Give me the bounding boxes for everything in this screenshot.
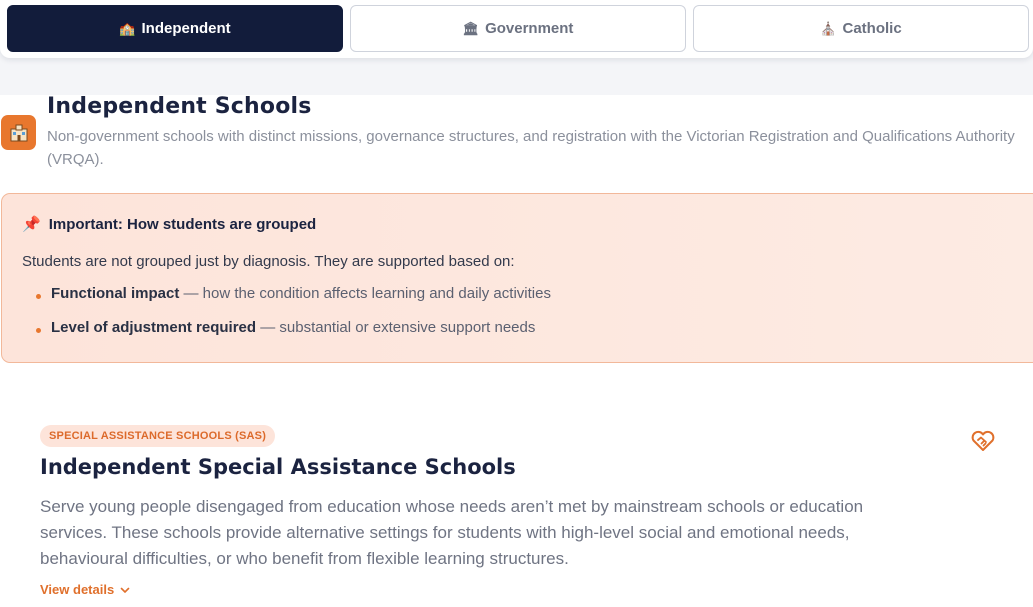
list-item bbox=[36, 319, 551, 353]
tab-label: Government bbox=[485, 20, 574, 37]
school-building-icon: 🏫 bbox=[119, 21, 136, 36]
chevron-down-icon bbox=[120, 585, 130, 595]
notice-heading bbox=[22, 216, 316, 233]
list-item bbox=[36, 285, 551, 319]
page-description: Non-government schools with distinct missions, governance structures, and registration with the Victorian Registration and Qualifications Authority (VRQA). bbox=[47, 128, 1015, 168]
notice-intro: Students are not grouped just by diagnosis. They are supported based on: bbox=[22, 253, 515, 270]
view-details-button[interactable] bbox=[40, 582, 130, 597]
sas-badge: SPECIAL ASSISTANCE SCHOOLS (SAS) bbox=[40, 425, 275, 447]
item-detail: — substantial or extensive support needs bbox=[256, 319, 536, 336]
tabs-area bbox=[0, 0, 1033, 95]
tab-label: Independent bbox=[141, 20, 231, 37]
page-title: Independent Schools bbox=[47, 94, 312, 119]
tab-government[interactable] bbox=[350, 5, 686, 52]
item-term: Functional impact bbox=[51, 285, 180, 302]
bullet-icon bbox=[36, 294, 41, 299]
school-type-tabs bbox=[0, 0, 1033, 58]
church-icon: ⛪ bbox=[820, 21, 837, 36]
tab-label: Catholic bbox=[842, 20, 902, 37]
notice-list bbox=[36, 285, 551, 353]
handshake-heart-icon bbox=[970, 428, 996, 454]
item-detail: — how the condition affects learning and daily activities bbox=[179, 285, 551, 302]
tab-catholic[interactable] bbox=[693, 5, 1029, 52]
important-notice bbox=[1, 193, 1033, 363]
tab-independent[interactable] bbox=[7, 5, 343, 52]
bullet-icon bbox=[36, 328, 41, 333]
school-building-icon bbox=[1, 115, 36, 150]
view-details-label: View details bbox=[40, 582, 115, 597]
pushpin-icon: 📌 bbox=[22, 216, 41, 233]
sas-description: Serve young people disengaged from education whose needs aren’t met by mainstream schools or education services. These schools provide alternative settings for students with high-level social and emotional needs, behavioural difficulties, or who benefit from flexible learning structures. bbox=[40, 497, 864, 568]
item-term: Level of adjustment required bbox=[51, 319, 257, 336]
classical-building-icon: 🏛 bbox=[462, 21, 480, 36]
sas-title: Independent Special Assistance Schools bbox=[40, 455, 516, 479]
notice-heading-text: Important: How students are grouped bbox=[48, 216, 317, 233]
